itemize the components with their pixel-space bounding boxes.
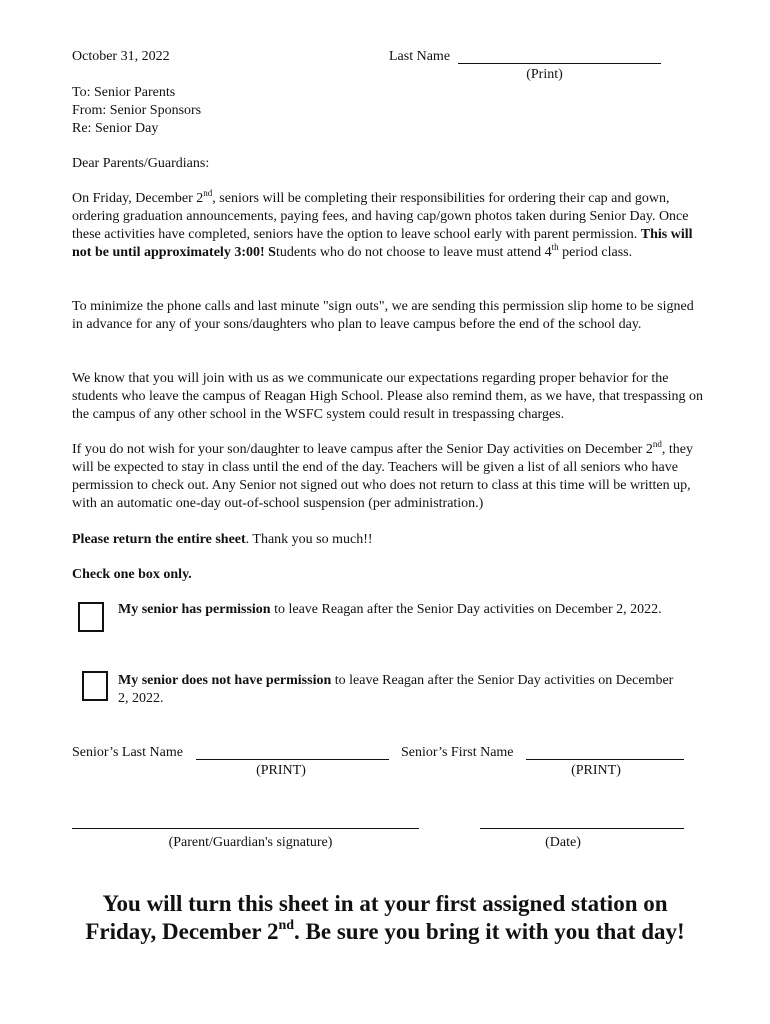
last-name-print-label: (Print) <box>526 67 563 82</box>
footer-notice-line2: Friday, December 2nd. Be sure you bring it with you that day! <box>85 918 685 944</box>
last-name-label: Last Name <box>389 49 451 64</box>
no-permission-checkbox[interactable] <box>82 671 108 701</box>
check-one-heading: Check one box only. <box>72 567 192 582</box>
date-line[interactable] <box>480 828 684 829</box>
senior-first-name-line[interactable] <box>526 759 684 760</box>
signature-label: (Parent/Guardian's signature) <box>168 835 333 850</box>
paragraph-senior-day: On Friday, December 2nd, seniors will be completing their responsibilities for ordering their cap and gown, ordering graduation announcements, paying fees, and having cap/gown photos taken during Senior Day. Once these activities have completed, seniors have the option to leave school early with parent permission. This will not be until approximately 3:00! Students who do not choose to leave must attend 4th period class. <box>72 188 693 260</box>
senior-first-name-print: (PRINT) <box>571 763 621 778</box>
paragraph-expectations: We know that you will join with us as we communicate our expectations regarding proper behavior for the students who leave the campus of Reagan High School. Please also remind them, as we have, that trespassing on the campus of any other school in the WSFC system could result in trespassing charges. <box>72 371 704 422</box>
senior-first-name-label: Senior’s First Name <box>401 745 514 760</box>
date-label: (Date) <box>545 835 581 850</box>
permission-option-text: My senior has permission to leave Reagan after the Senior Day activities on December 2, 2022. <box>118 602 662 617</box>
no-permission-option-text: My senior does not have permission to leave Reagan after the Senior Day activities on December 2, 2022. <box>118 673 674 706</box>
memo-to: To: Senior Parents <box>72 85 176 100</box>
return-note: Please return the entire sheet. Thank you so much!! <box>72 532 373 547</box>
letter-date: October 31, 2022 <box>72 49 170 64</box>
memo-re: Re: Senior Day <box>72 121 159 136</box>
salutation: Dear Parents/Guardians: <box>72 156 210 171</box>
senior-last-name-print: (PRINT) <box>256 763 306 778</box>
footer-notice-line1: You will turn this sheet in at your first assigned station on <box>102 891 668 916</box>
senior-last-name-label: Senior’s Last Name <box>72 745 183 760</box>
last-name-line[interactable] <box>458 63 661 64</box>
signature-line[interactable] <box>72 828 419 829</box>
paragraph-sign-outs: To minimize the phone calls and last minute "sign outs", we are sending this permission slip home to be signed in advance for any of your sons/daughters who plan to leave campus before the end of the school day. <box>72 299 694 332</box>
memo-from: From: Senior Sponsors <box>72 103 202 118</box>
permission-checkbox[interactable] <box>78 602 104 632</box>
senior-last-name-line[interactable] <box>196 759 389 760</box>
paragraph-stay-in-class: If you do not wish for your son/daughter to leave campus after the Senior Day activities on December 2nd, they will be expected to stay in class until the end of the day. Teachers will be given a list of all seniors who have permission to check out. Any Senior not signed out who does not return to class at this time will be written up, with an automatic one-day out-of-school suspension (per administration.) <box>72 439 693 511</box>
